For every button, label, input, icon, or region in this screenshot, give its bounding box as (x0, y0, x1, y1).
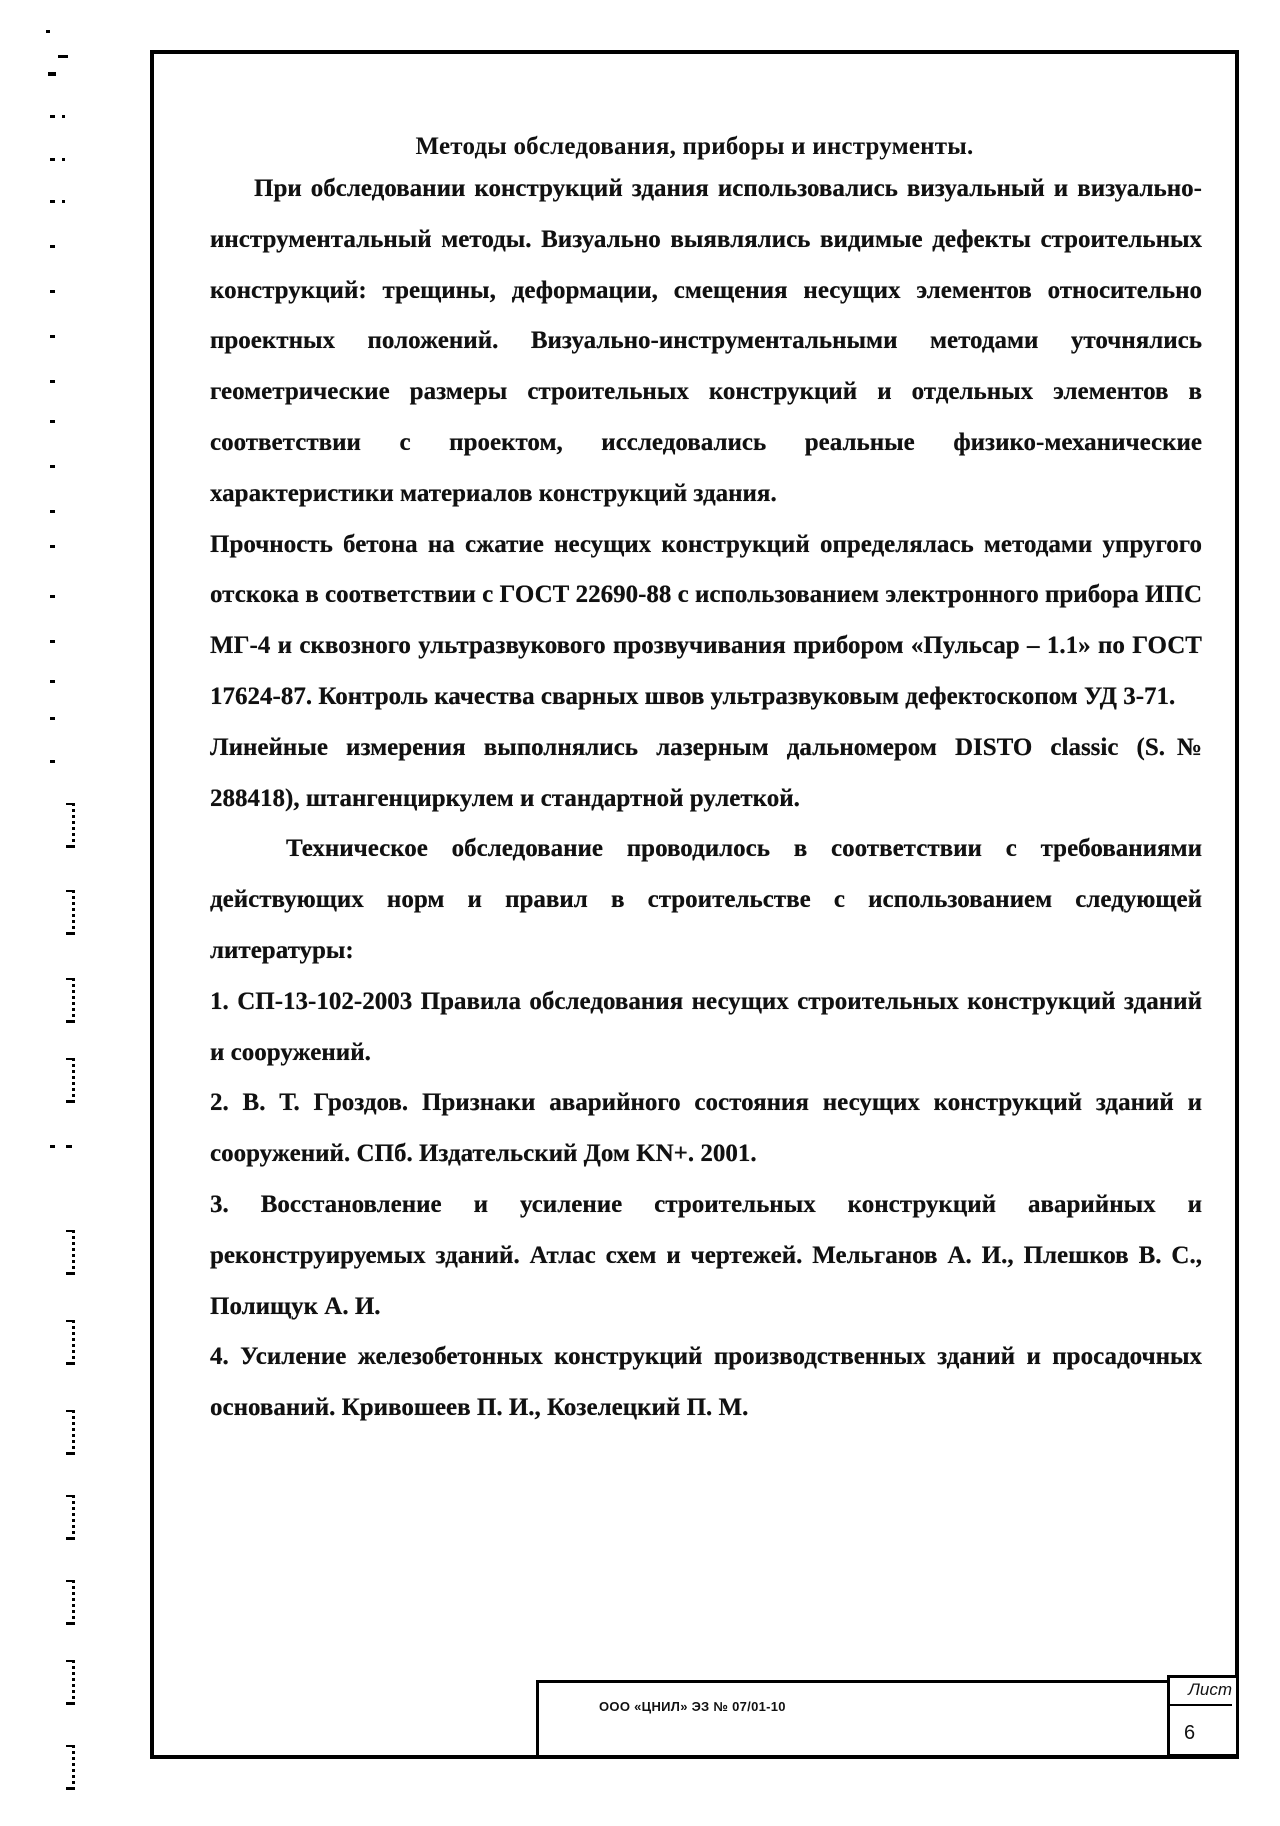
sheet-label: Лист (1170, 1680, 1232, 1706)
reference-item: 4. Усиление железобетонных конструкций производственных зданий и просадочных оснований. Кривошеев П. И., Козелецкий П. М. (210, 1343, 1202, 1422)
section-title: Методы обследования, приборы и инструменты. (415, 132, 974, 160)
reference-item: 2. В. Т. Гроздов. Признаки аварийного состояния несущих конструкций зданий и сооружений. СПб. Издательский Дом KN+. 2001. (210, 1089, 1202, 1168)
paragraph-standards: Техническое обследование проводилось в соответствии с требованиями действующих норм и правил в строительстве с использованием следующей литературы: (210, 835, 1202, 964)
paragraph-concrete-strength: Прочность бетона на сжатие несущих конструкций определялась методами упругого отскока в соответствии с ГОСТ 22690-88 с использованием электронного прибора ИПС МГ-4 и сквозного ультразвукового прозвучивания прибором «Пульсар – 1.1» по ГОСТ 17624-87. Контроль качества сварных швов ультразвуковым дефектоскопом УД 3-71. (210, 530, 1202, 710)
paragraph-linear-measurements: Линейные измерения выполнялись лазерным дальномером DISTO classic (S.№ 288418), штангенциркулем и стандартной рулеткой. (210, 733, 1202, 812)
reference-item: 3. Восстановление и усиление строительных конструкций аварийных и реконструируемых зданий. Атлас схем и чертежей. Мельганов А. И., Плешков В. С., Полищук А. И. (210, 1190, 1202, 1320)
document-code: ООО «ЦНИЛ» ЭЗ № 07/01-10 (599, 1699, 786, 1714)
paragraph-methods: При обследовании конструкций здания использовались визуальный и визуально-инструментальный методы. Визуально выявлялись видимые дефекты строительных конструкций: трещины, деформации, смещения несущих элементов относительно проектных положений. Визуально-инструментальными методами уточнялись геометрические размеры строительных конструкций и отдельных элементов в соответствии с проектом, исследовались реальные физико-механические характеристики материалов конструкций здания. (210, 175, 1202, 507)
reference-item: 1. СП-13-102-2003 Правила обследования несущих строительных конструкций зданий и сооружений. (210, 987, 1202, 1066)
title-block (536, 1680, 1239, 1757)
sheet-number: 6 (1184, 1722, 1196, 1744)
body-text (210, 164, 1202, 1434)
sheet-cell (1167, 1675, 1239, 1757)
scan-margin-artifacts (40, 0, 100, 1826)
